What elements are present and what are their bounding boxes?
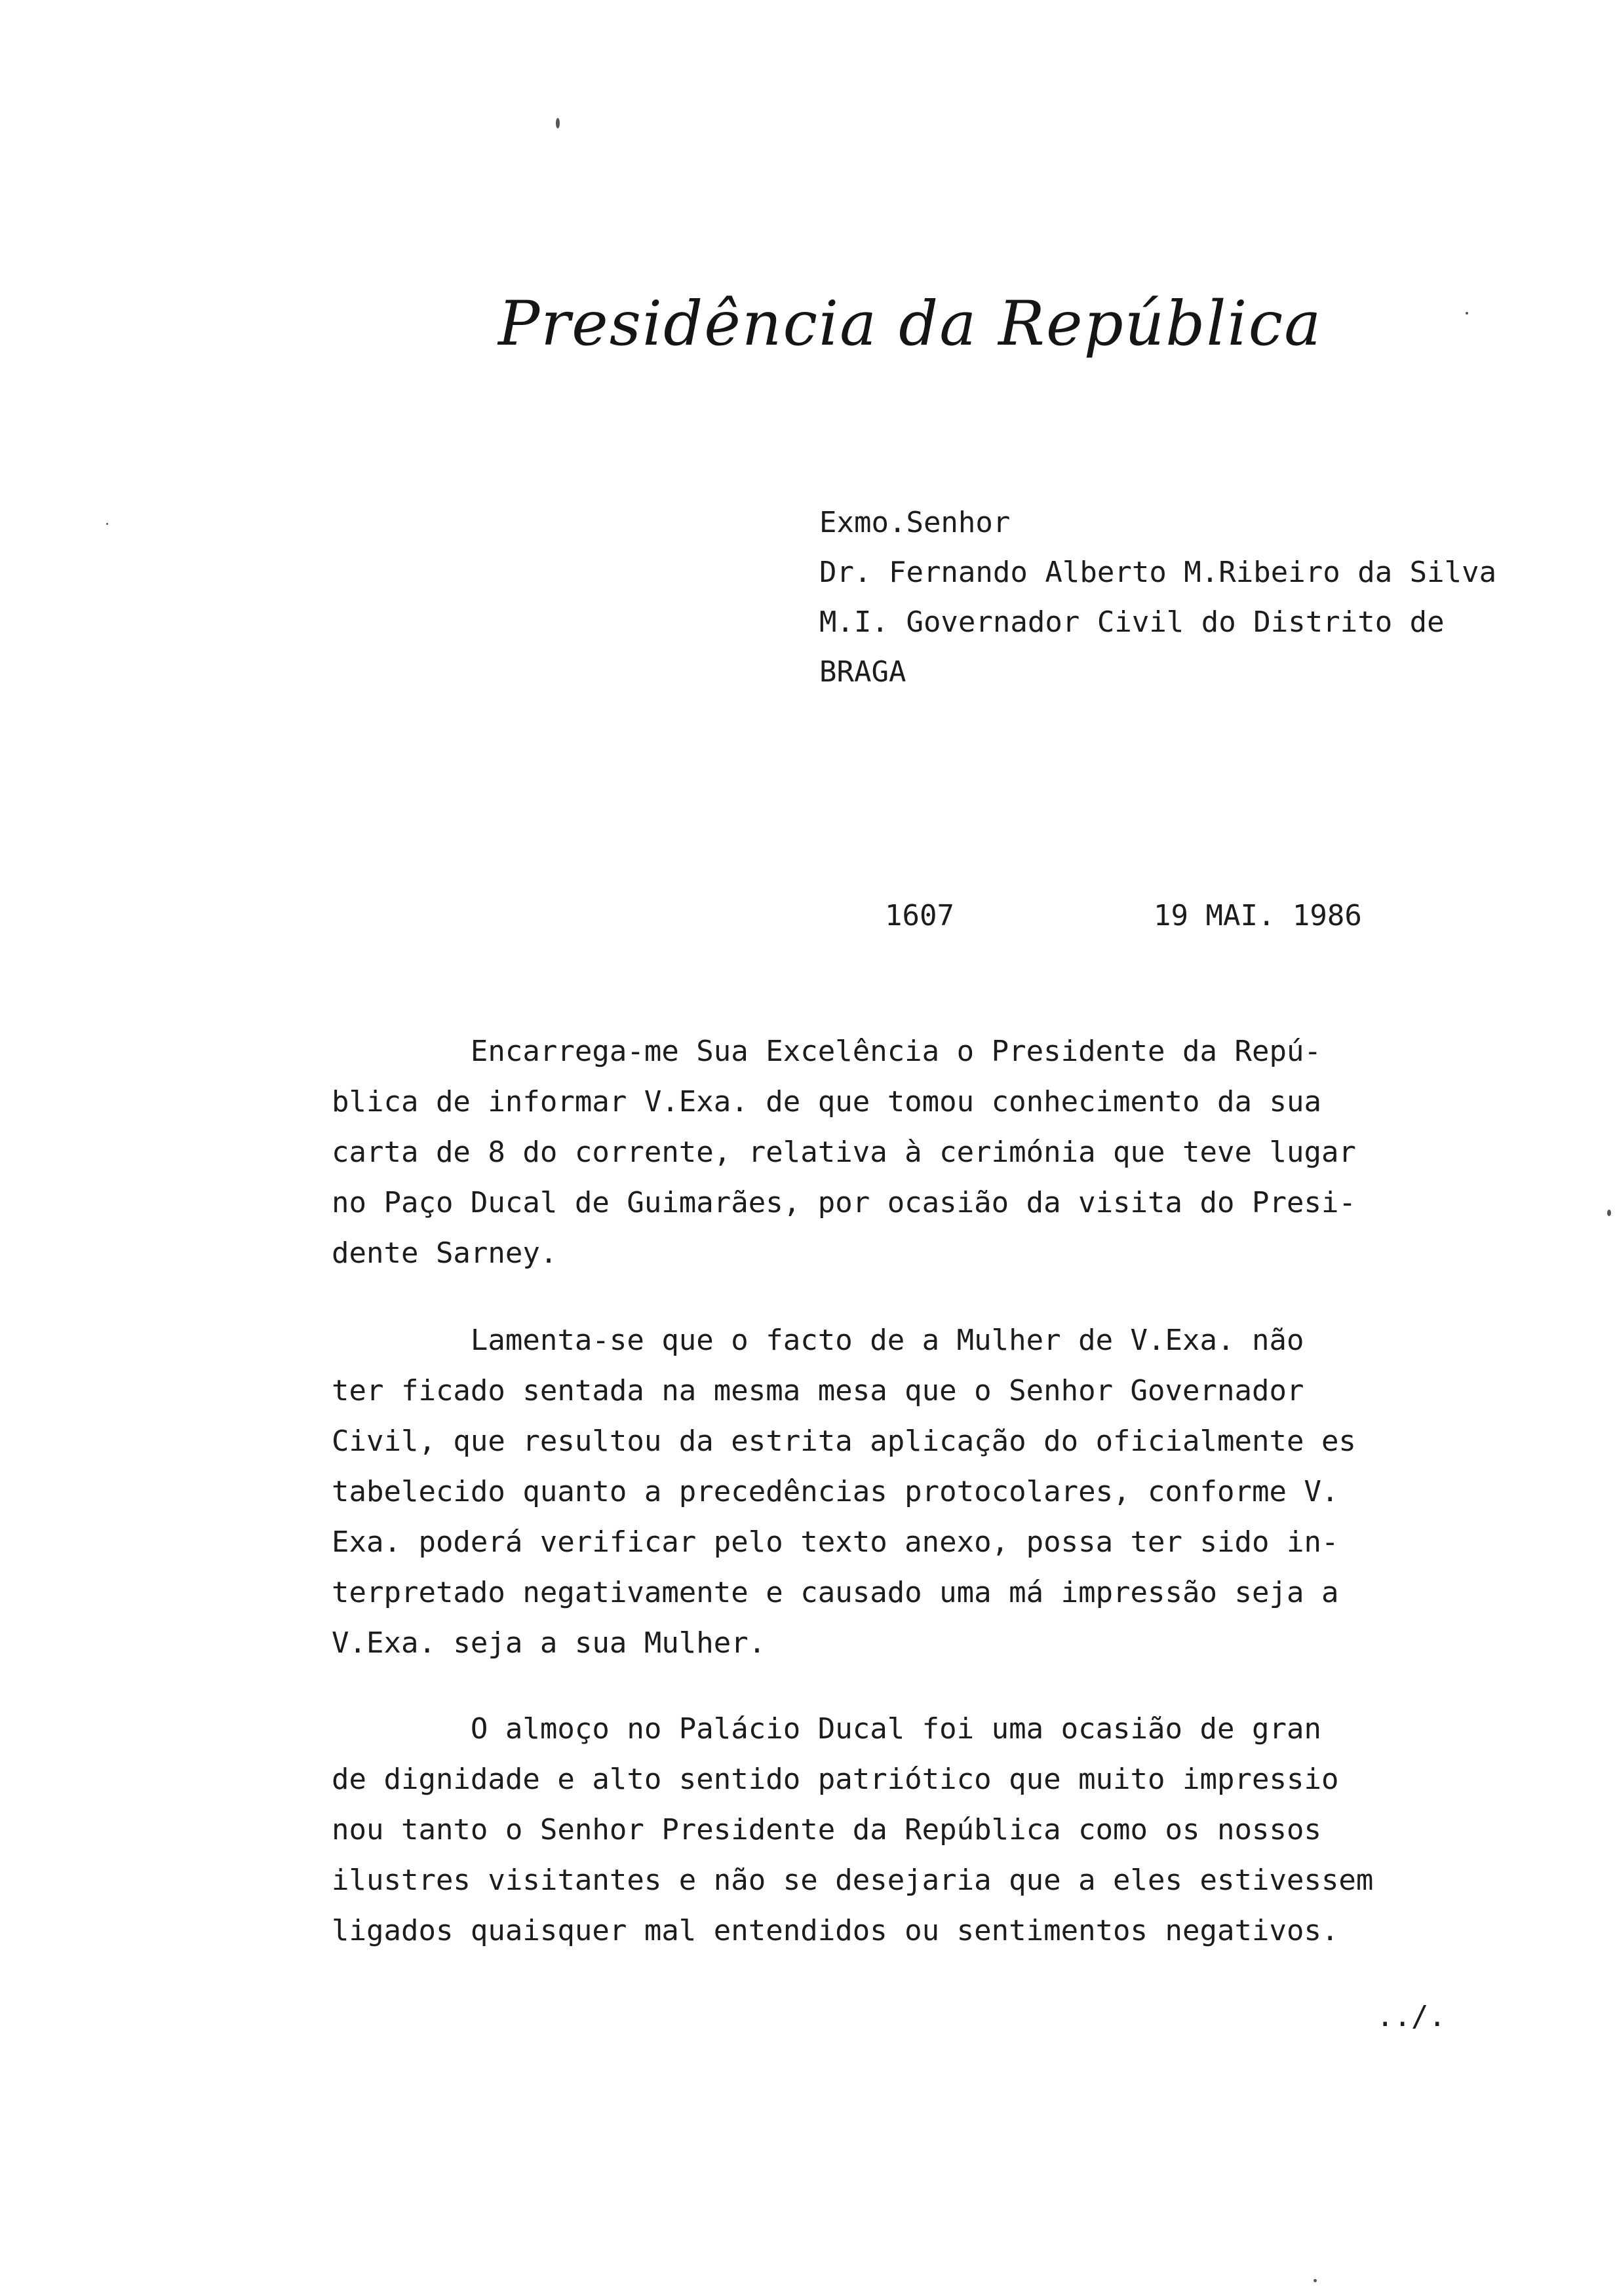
paragraph-line: V.Exa. seja a sua Mulher.: [332, 1626, 766, 1660]
scan-speck: [1313, 2279, 1317, 2282]
scan-speck: [556, 118, 560, 128]
paragraph-line: ter ficado sentada na mesma mesa que o Senhor Governador: [332, 1374, 1304, 1407]
paragraph-line: ligados quaisquer mal entendidos ou sentimentos negativos.: [332, 1914, 1339, 1947]
letterhead-script: Presidência da República: [498, 288, 1323, 360]
scan-speck: [106, 523, 108, 525]
paragraph-line: de dignidade e alto sentido patriótico que muito impressio: [332, 1763, 1339, 1796]
reference-number: 1607: [885, 899, 954, 932]
paragraph-line: Exa. poderá verificar pelo texto anexo, possa ter sido in-: [332, 1525, 1339, 1559]
reference-date: 19 MAI. 1986: [1154, 899, 1362, 932]
paragraph-line: Encarrega-me Sua Excelência o Presidente da Repú-: [332, 1035, 1321, 1068]
paragraph-line: terpretado negativamente e causado uma má impressão seja a: [332, 1576, 1339, 1609]
body-paragraph-1: [332, 1026, 1511, 1278]
paragraph-line: carta de 8 do corrente, relativa à cerimónia que teve lugar: [332, 1136, 1356, 1169]
addressee-salutation: Exmo.Senhor: [819, 506, 1011, 539]
addressee-city: BRAGA: [819, 655, 906, 689]
paragraph-line: nou tanto o Senhor Presidente da República como os nossos: [332, 1813, 1321, 1846]
paragraph-line: tabelecido quanto a precedências protocolares, conforme V.: [332, 1475, 1339, 1508]
addressee-title: M.I. Governador Civil do Distrito de: [819, 605, 1445, 639]
paragraph-line: dente Sarney.: [332, 1236, 558, 1270]
addressee-block: [819, 498, 1496, 697]
body-paragraph-2: [332, 1315, 1511, 1668]
scan-speck: [1466, 312, 1468, 315]
paragraph-line: Civil, que resultou da estrita aplicação do oficialmente es: [332, 1425, 1356, 1458]
addressee-name: Dr. Fernando Alberto M.Ribeiro da Silva: [819, 556, 1497, 589]
paragraph-line: O almoço no Palácio Ducal foi uma ocasião de gran: [332, 1712, 1321, 1746]
scan-speck: [1607, 1210, 1611, 1216]
continuation-mark: ../.: [1376, 2000, 1446, 2033]
body-paragraph-3: [332, 1704, 1511, 1956]
paragraph-line: ilustres visitantes e não se desejaria que a eles estivessem: [332, 1864, 1374, 1897]
paragraph-line: Lamenta-se que o facto de a Mulher de V.Exa. não: [332, 1324, 1304, 1357]
paragraph-line: no Paço Ducal de Guimarães, por ocasião da visita do Presi-: [332, 1186, 1356, 1219]
paragraph-line: blica de informar V.Exa. de que tomou conhecimento da sua: [332, 1085, 1321, 1119]
